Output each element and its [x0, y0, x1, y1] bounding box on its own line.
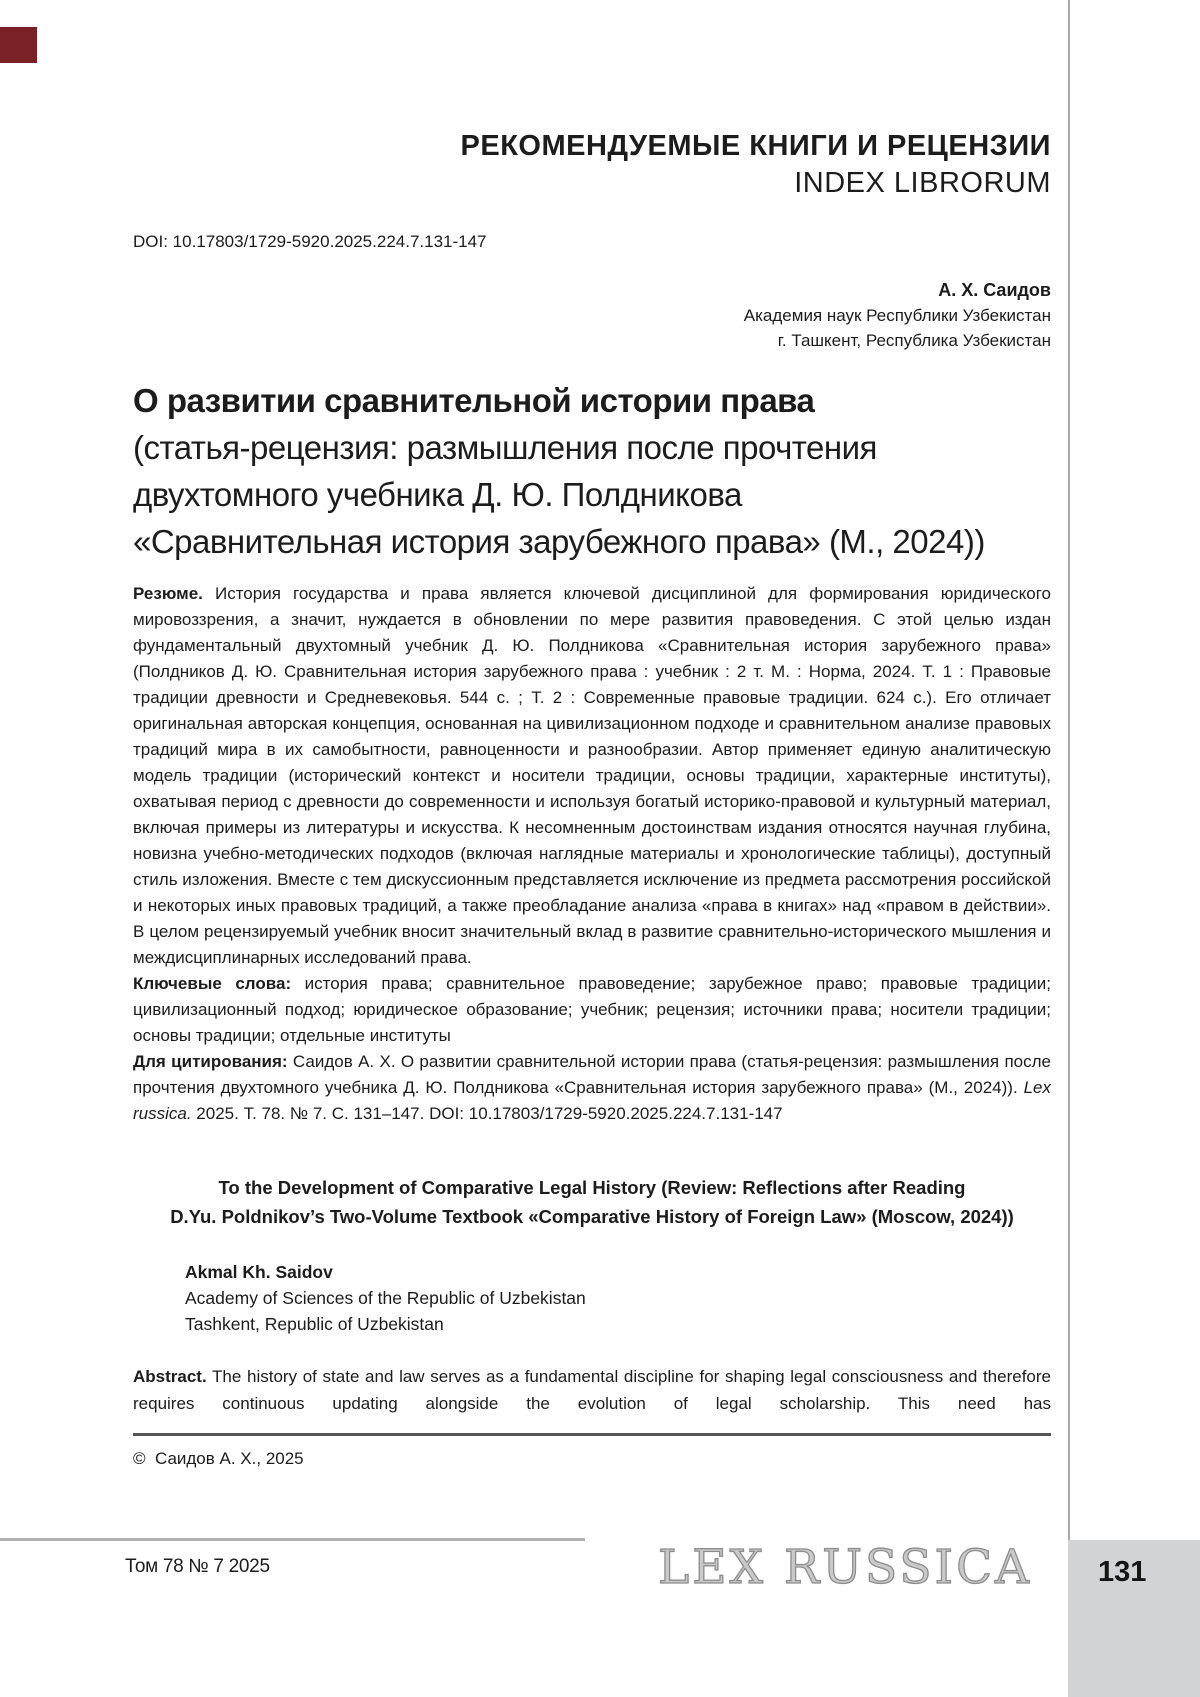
section-rubric-latin: INDEX LIBRORUM	[794, 167, 1051, 199]
author-block-en	[133, 1259, 1051, 1337]
page-number: 131	[1098, 1556, 1147, 1588]
doi-line: DOI: 10.17803/1729-5920.2025.224.7.131-147	[133, 232, 487, 251]
rubric-color-marker	[0, 27, 37, 63]
footer-divider	[0, 1538, 585, 1541]
abstract-ru-paragraph	[133, 581, 1051, 971]
lex-russica-logo: LEX RUSSICA	[658, 1540, 1032, 1595]
page-number-sidebar	[1068, 1540, 1200, 1697]
abstract-en-paragraph	[133, 1363, 1051, 1417]
title-ru-line-1: О развитии сравнительной истории права	[133, 382, 815, 419]
author-affiliation-en: Academy of Sciences of the Republic of Uzbekistan	[185, 1288, 586, 1308]
author-name-en: Akmal Kh. Saidov	[185, 1262, 333, 1282]
abstract-ru-label: Резюме.	[133, 584, 203, 603]
citation-ru-paragraph	[133, 1049, 1051, 1127]
keywords-ru-paragraph	[133, 971, 1051, 1049]
author-block-ru	[133, 278, 1051, 353]
author-affiliation-ru: Академия наук Республики Узбекистан	[743, 306, 1051, 325]
keywords-ru-label: Ключевые слова:	[133, 974, 292, 993]
abstract-en-label: Abstract.	[133, 1367, 207, 1386]
article-page	[133, 0, 1051, 1469]
title-ru-line-2: (статья-рецензия: размышления после прочтения	[133, 429, 877, 466]
journal-name-italic: Lex russica.	[133, 1078, 1051, 1123]
title-ru-line-3: двухтомного учебника Д. Ю. Полдникова	[133, 476, 742, 513]
copyright-line: © Саидов А. Х., 2025	[133, 1449, 304, 1468]
citation-ru-text-1: Саидов А. Х. О развитии сравнительной истории права (статья-рецензия: размышления после прочтения двухтомного учебника Д. Ю. Полдникова «Сравнительная история зарубежного права» (М., 2024)).	[133, 1052, 1051, 1097]
citation-ru-label: Для цитирования:	[133, 1052, 288, 1071]
footer-volume-issue: Том 78 № 7 2025	[125, 1556, 270, 1577]
copyright-divider	[133, 1433, 1051, 1436]
author-city-ru: г. Ташкент, Республика Узбекистан	[777, 331, 1051, 350]
article-title-ru	[133, 377, 1051, 565]
keywords-ru-text: история права; сравнительное правоведение; зарубежное право; правовые традиции; цивилизационный подход; юридическое образование; учебник; рецензия; источники права; носители традиции; основы традиции; отдельные институты	[133, 974, 1051, 1045]
title-en-line-2: D.Yu. Poldnikov’s Two-Volume Textbook «Comparative History of Foreign Law» (Moscow, 2024))	[170, 1206, 1014, 1227]
abstract-en-text: The history of state and law serves as a fundamental discipline for shaping legal consciousness and therefore requires continuous updating alongside the evolution of legal scholarship. This need has	[133, 1367, 1051, 1413]
section-rubric-ru: РЕКОМЕНДУЕМЫЕ КНИГИ И РЕЦЕНЗИИ	[460, 130, 1051, 162]
right-column-rule	[1068, 0, 1070, 1540]
abstract-ru-text: История государства и права является ключевой дисциплиной для формирования юридического мировоззрения, а значит, нуждается в обновлении по мере развития правоведения. С этой целью издан фундаментальный двухтомный учебник Д. Ю. Полдникова «Сравнительная история зарубежного права» (Полдников Д. Ю. Сравнительная история зарубежного права : учебник : 2 т. М. : Норма, 2024. Т. 1 : Правовые традиции древности и Средневековья. 544 с. ; Т. 2 : Современные правовые традиции. 624 с.). Его отличает оригинальная авторская концепция, основанная на цивилизационном подходе и сравнительном анализе правовых традиций мира в их самобытности, равноценности и разнообразии. Автор применяет единую аналитическую модель традиции (исторический контекст и носители традиции, основы традиции, характерные институты), охватывая период с древности до современности и используя богатый историко-правовой и культурный материал, включая примеры из литературы и искусства. К несомненным достоинствам издания относятся научная глубина, новизна учебно-методических подходов (включая наглядные материалы и хронологические таблицы), доступный стиль изложения. Вместе с тем дискуссионным представляется исключение из предмета рассмотрения российской и некоторых иных правовых традиций, а также преобладание анализа «права в книгах» над «правом в действии». В целом рецензируемый учебник вносит значительный вклад в развитие сравнительно-исторического мышления и междисциплинарных исследований права.	[133, 584, 1051, 967]
article-title-en	[133, 1173, 1051, 1231]
front-matter-ru	[133, 581, 1051, 1127]
title-ru-line-4: «Сравнительная история зарубежного права» (М., 2024))	[133, 523, 985, 560]
author-name-ru: А. Х. Саидов	[938, 280, 1051, 300]
author-city-en: Tashkent, Republic of Uzbekistan	[185, 1314, 444, 1334]
citation-ru-text-2: 2025. Т. 78. № 7. С. 131–147. DOI: 10.17803/1729-5920.2025.224.7.131-147	[191, 1104, 783, 1123]
title-en-line-1: To the Development of Comparative Legal History (Review: Reflections after Reading	[218, 1177, 966, 1198]
